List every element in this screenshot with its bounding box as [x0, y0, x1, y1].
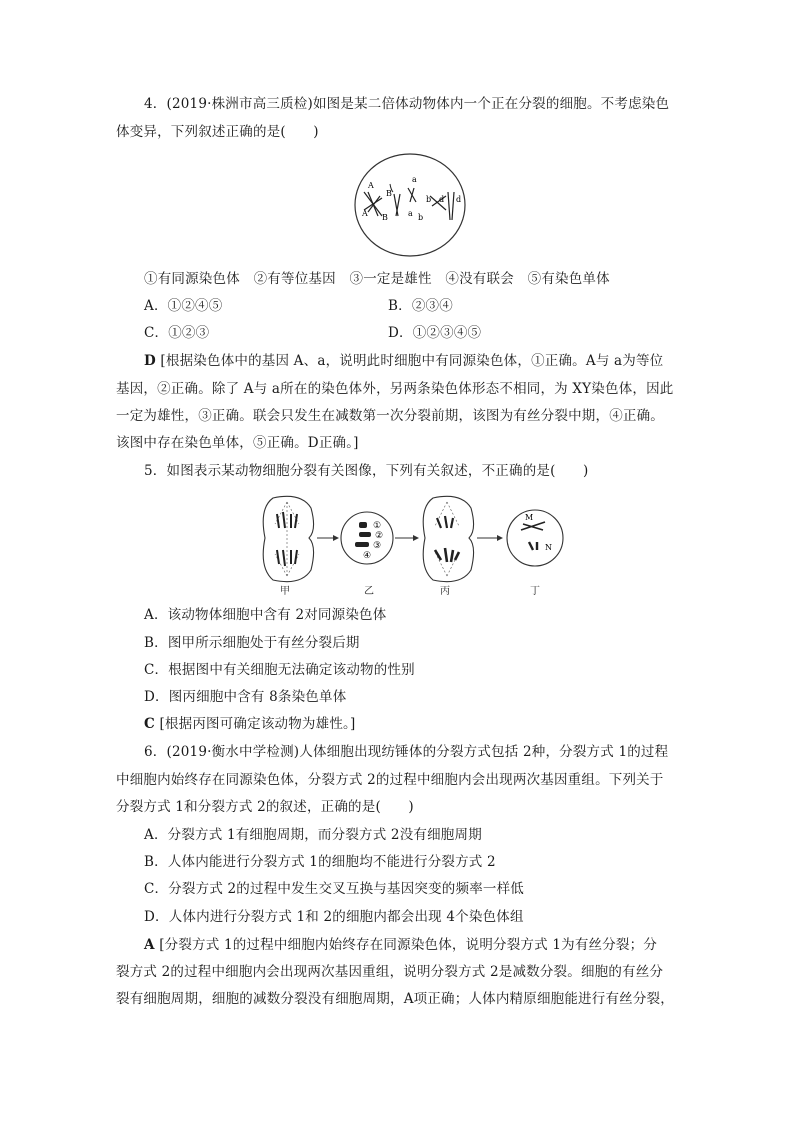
q5-cell-ding: [507, 510, 563, 566]
q4-option-b: B．②③④: [388, 298, 453, 314]
q5-answer-text: [根据丙图可确定该动物为雄性。]: [159, 716, 356, 732]
q5-cell-jia: [263, 496, 313, 581]
q4-label-b1: B: [386, 189, 392, 198]
q4-label-a2: a: [412, 175, 417, 184]
q4-answer-line2: 基因，②正确。除了 A与 a所在的染色体外，另两条染色体形态不相同，为 XY染色体，因此: [116, 381, 674, 397]
q5-letter-m: M: [525, 513, 534, 522]
q5-answer-letter: C: [144, 716, 155, 732]
q6-stem-line3: 分裂方式 1和分裂方式 2的叙述，正确的是( ): [116, 799, 414, 815]
q4-option-c: C．①②③: [144, 325, 210, 341]
q5-option-a: A．该动物体细胞中含有 2对同源染色体: [144, 607, 387, 623]
q5-cell-bing: [423, 496, 473, 581]
q5-caption-yi: 乙: [364, 586, 375, 597]
q5-number-4: ④: [363, 551, 372, 561]
q4-answer-line3: 一定为雄性，③正确。联会只发生在减数第一次分裂前期，该图为有丝分裂中期，④正确。: [116, 408, 664, 424]
q4-label-a3: A: [362, 209, 368, 218]
q4-label-d2: d: [456, 195, 462, 204]
q4-option-a: A．①②④⑤: [144, 298, 223, 314]
q6-stem-line2: 中细胞内始终存在同源染色体，分裂方式 2的过程中细胞内会出现两次基因重组。下列关于: [116, 772, 664, 788]
q5-answer: [144, 715, 355, 733]
q5-stem: 5．如图表示某动物细胞分裂有关图像，下列有关叙述，不正确的是( ): [144, 463, 589, 479]
q6-option-d: D．人体内进行分裂方式 1和 2的细胞内都会出现 4个染色体组: [144, 909, 524, 925]
q6-answer-line2: 裂方式 2的过程中细胞内会出现两次基因重组，说明分裂方式 2是减数分裂。细胞的有丝分: [116, 964, 664, 980]
q5-option-d: D．图丙细胞中含有 8条染色单体: [144, 689, 347, 705]
q6-option-b: B．人体内能进行分裂方式 1的细胞均不能进行分裂方式 2: [144, 854, 496, 870]
q4-label-b3: B: [382, 213, 388, 222]
q6-answer-letter: A: [144, 937, 155, 953]
q5-cell-yi: [341, 512, 393, 564]
q4-label-d1: d: [439, 195, 445, 204]
q6-answer-line3: 裂有细胞周期，细胞的减数分裂没有细胞周期，A项正确；人体内精原细胞能进行有丝分裂，: [116, 991, 674, 1007]
q5-caption-jia: 甲: [280, 586, 291, 597]
q4-answer-line4: 该图中存在染色单体，⑤正确。D正确。]: [116, 435, 359, 451]
q4-answer-text1: [根据染色体中的基因 A、a，说明此时细胞中有同源染色体，①正确。A与 a为等位: [160, 353, 664, 369]
q5-caption-ding: 丁: [530, 586, 541, 597]
q5-number-3: ③: [373, 541, 382, 551]
q5-number-1: ①: [373, 521, 382, 531]
q4-stem-line1: 4．(2019·株洲市高三质检)如图是某二倍体动物体内一个正在分裂的细胞。不考虑染色: [144, 96, 670, 112]
q4-label-b2: b: [426, 195, 432, 204]
q4-statements: ①有同源染色体 ②有等位基因 ③一定是雄性 ④没有联会 ⑤有染色单体: [144, 271, 610, 287]
q4-label-b4: b: [418, 213, 424, 222]
q4-label-a4: a: [408, 209, 413, 218]
q4-answer-letter: D: [144, 353, 156, 369]
q6-stem-line1: 6．(2019·衡水中学检测)人体细胞出现纺锤体的分裂方式包括 2种，分裂方式 1的过程: [144, 744, 669, 760]
q4-stem-line2: 体变异，下列叙述正确的是( ): [116, 124, 319, 140]
q6-option-a: A．分裂方式 1有细胞周期，而分裂方式 2没有细胞周期: [144, 827, 482, 843]
q5-cell-figure: [255, 492, 575, 592]
q5-caption-bing: 丙: [440, 586, 451, 597]
q6-answer-text1: [分裂方式 1的过程中细胞内始终存在同源染色体，说明分裂方式 1为有丝分裂；分: [159, 937, 658, 953]
q4-label-a1: A: [368, 181, 374, 190]
q4-option-d: D．①②③④⑤: [388, 325, 482, 341]
q5-option-c: C．根据图中有关细胞无法确定该动物的性别: [144, 662, 415, 678]
q6-answer-line1: [144, 936, 657, 954]
q5-letter-n: N: [545, 543, 552, 552]
q4-cell-figure: [350, 150, 470, 260]
q5-option-b: B．图甲所示细胞处于有丝分裂后期: [144, 635, 360, 651]
q5-number-2: ②: [375, 531, 384, 541]
q6-option-c: C．分裂方式 2的过程中发生交叉互换与基因突变的频率一样低: [144, 881, 525, 897]
q4-answer-line1: [144, 352, 663, 370]
